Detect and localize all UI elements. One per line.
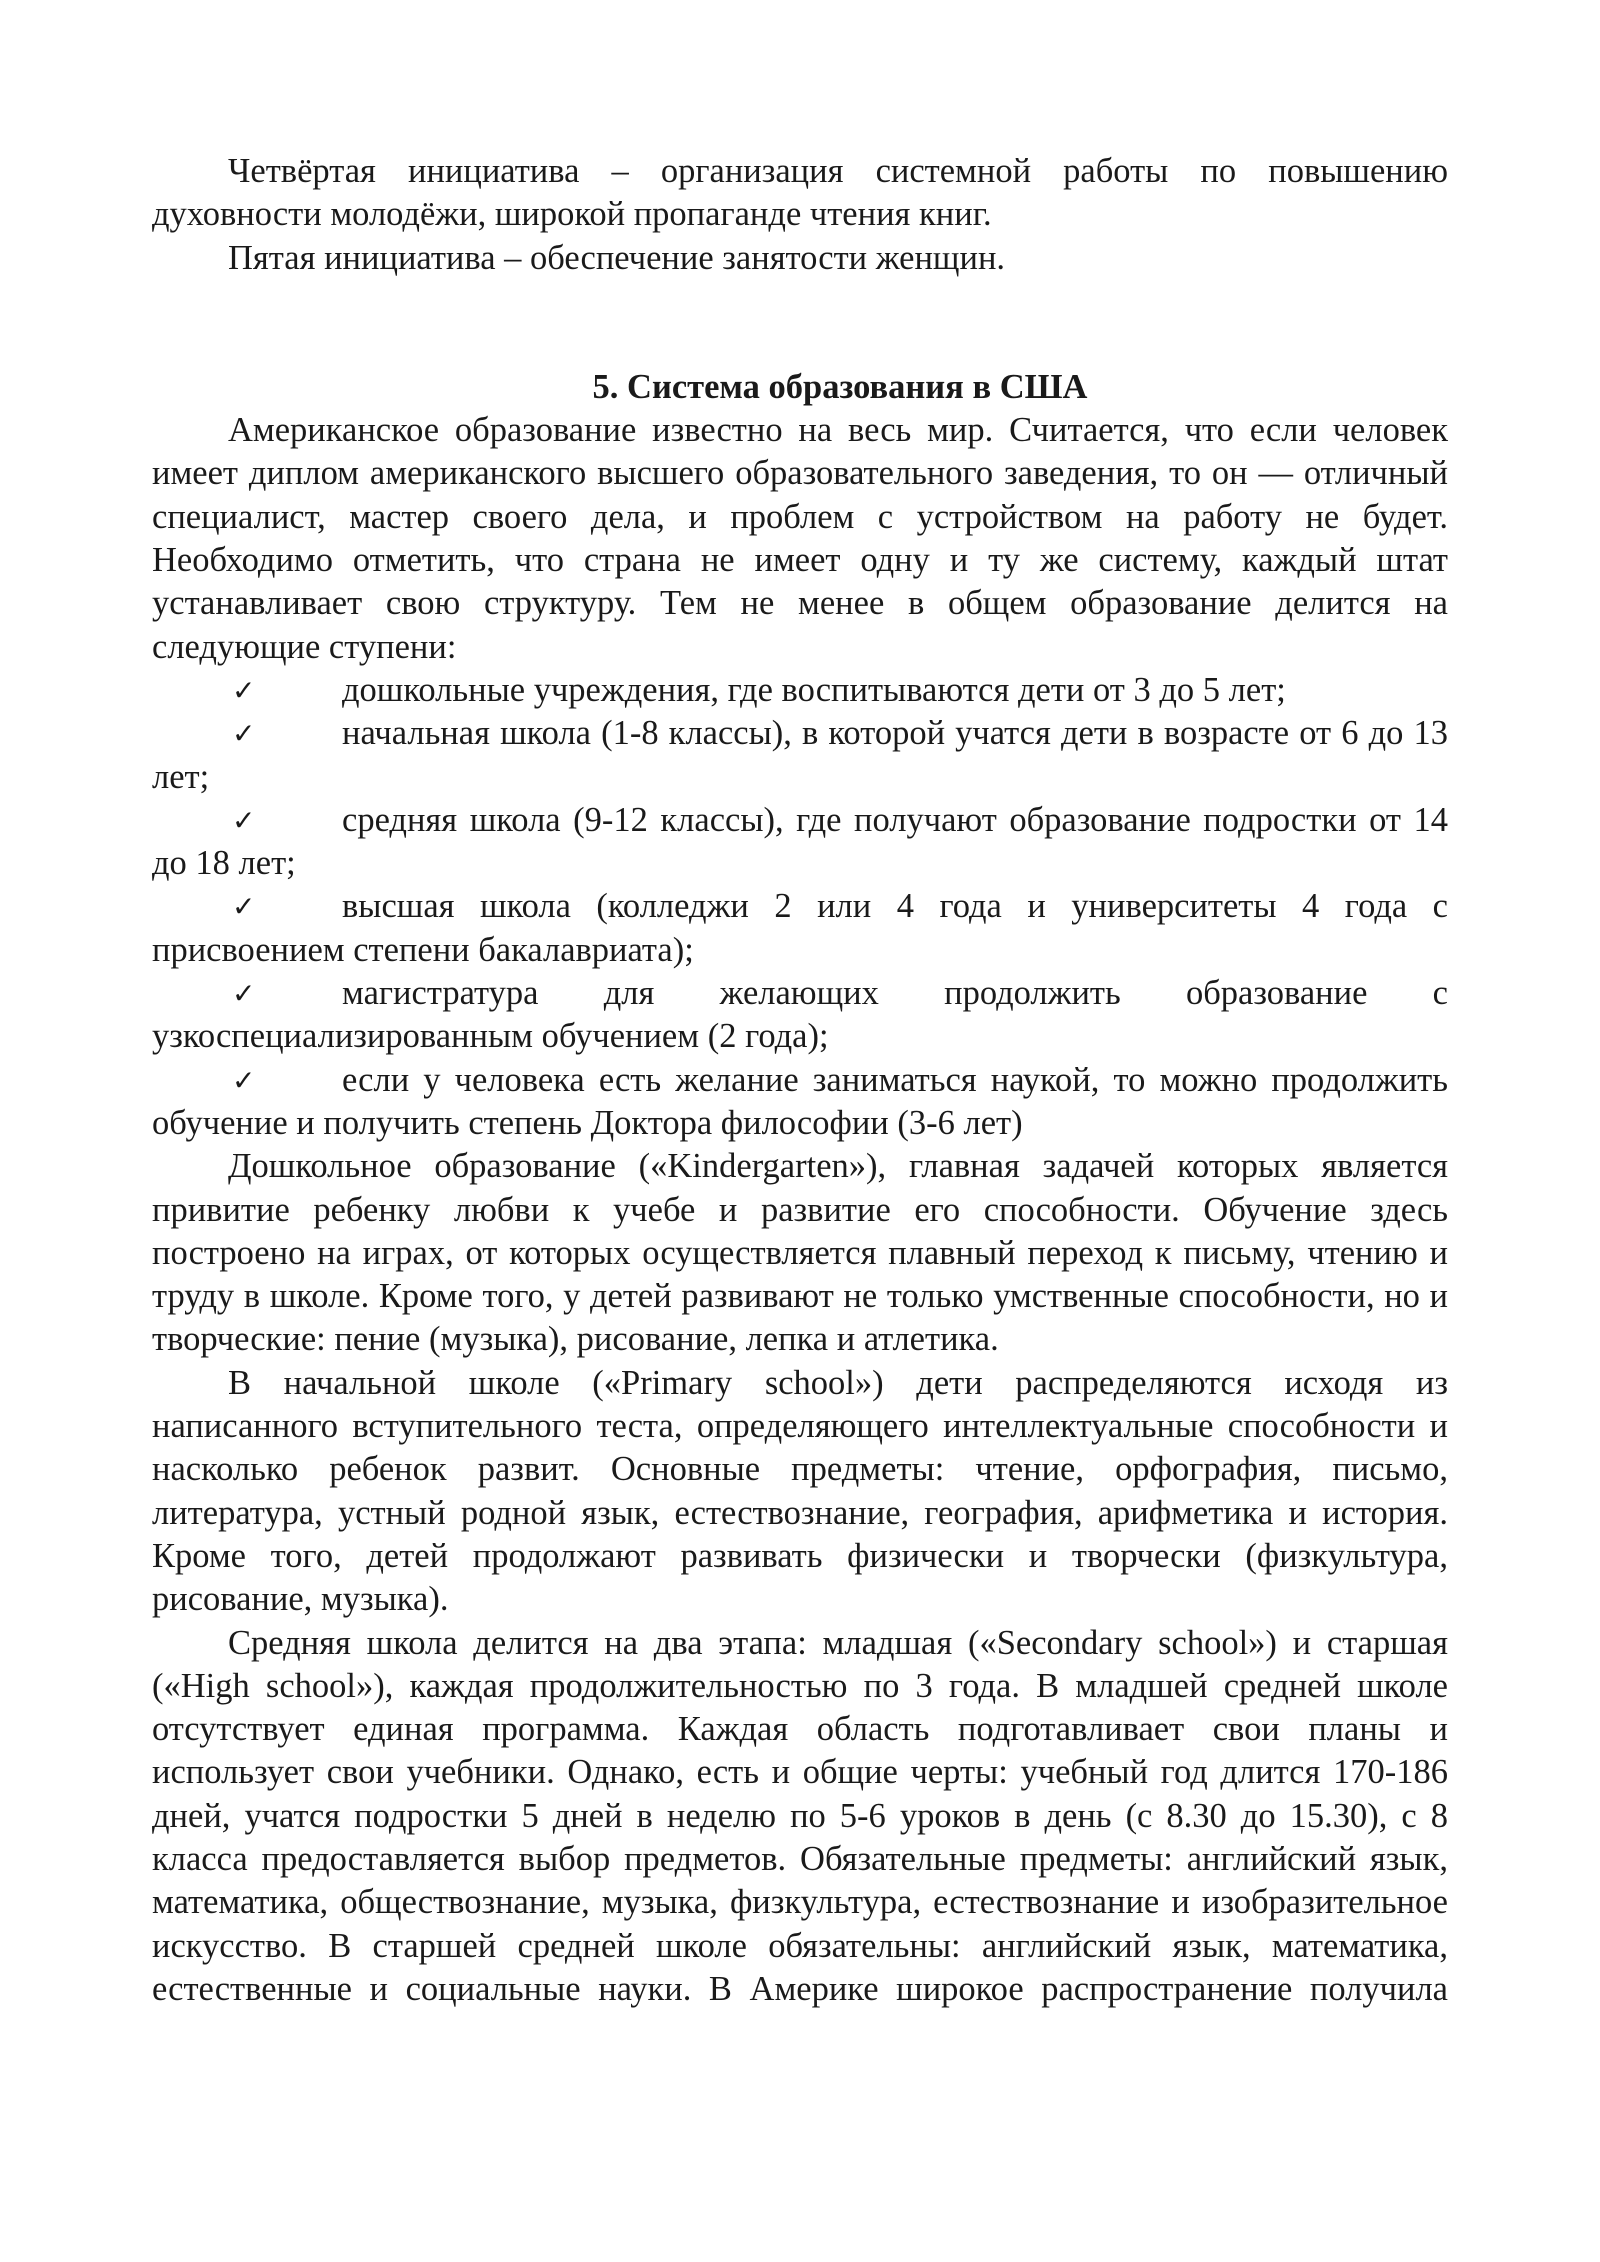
list-item-text: если у человека есть желание заниматься наукой, то можно продолжить обучение и получить степень Доктора философии (3-6 лет): [152, 1060, 1448, 1142]
list-item: [152, 799, 1448, 886]
section-heading: 5. Система образования в США: [592, 367, 1088, 406]
section-paragraph-4: Средняя школа делится на два этапа: младшая («Secondary school») и старшая («High school»), каждая продолжительностью по 3 года. В младшей средней школе отсутствует единая программа. Каждая область подготавливает свои планы и использует свои учебники. Однако, есть и общие черты: учебный год длится 170-186 дней, учатся подростки 5 дней в неделю по 5-6 уроков в день (с 8.30 до 15.30), с 8 класса предоставляется выбор предметов. Обязательные предметы: английский язык, математика, обществознание, музыка, физкультура, естествознание и изобразительное искусство. В старшей средней школе обязательны: английский язык, математика, естественные и социальные науки. В Америке широкое распространение получила: [152, 1623, 1448, 2008]
list-item-text: высшая школа (колледжи 2 или 4 года и университеты 4 года с присвоением степени бакалавриата);: [152, 887, 1448, 969]
checkmark-icon: ✓: [232, 803, 256, 837]
section-paragraph-3: В начальной школе («Primary school») дети распределяются исходя из написанного вступительного теста, определяющего интеллектуальные способности и насколько ребенок развит. Основные предметы: чтение, орфография, письмо, литература, устный родной язык, естествознание, география, арифметика и история. Кроме того, детей продолжают развивать физически и творчески (физкультура, рисование, музыка).: [152, 1363, 1448, 1619]
checkmark-icon: ✓: [232, 890, 256, 924]
list-item-text: дошкольные учреждения, где воспитываются дети от 3 до 5 лет;: [342, 670, 1286, 709]
document-page: [152, 150, 1448, 2011]
list-item-text: магистратура для желающих продолжить образование с узкоспециализированным обучением (2 года);: [152, 974, 1448, 1056]
checkmark-icon: ✓: [232, 673, 256, 707]
list-item: [152, 1059, 1448, 1146]
list-item: [152, 885, 1448, 972]
section-paragraph-1: Американское образование известно на весь мир. Считается, что если человек имеет диплом американского высшего образовательного заведения, то он — отличный специалист, мастер своего дела, и проблем с устройством на работу не будет. Необходимо отметить, что страна не имеет одну и ту же систему, каждый штат устанавливает свою структуру. Тем не менее в общем образование делится на следующие ступени:: [152, 411, 1448, 666]
list-item: [152, 669, 1448, 712]
list-item-text: начальная школа (1-8 классы), в которой учатся дети в возрасте от 6 до 13 лет;: [152, 714, 1448, 796]
list-item: [152, 712, 1448, 799]
checkmark-icon: ✓: [232, 977, 256, 1011]
intro-paragraph-2: Пятая инициатива – обеспечение занятости женщин.: [228, 238, 1006, 277]
intro-paragraph-1: Четвёртая инициатива – организация системной работы по повышению духовности молодёжи, широкой пропаганде чтения книг.: [152, 152, 1448, 234]
checkmark-icon: ✓: [232, 1063, 256, 1097]
checkmark-icon: ✓: [232, 717, 256, 751]
section-paragraph-2: Дошкольное образование («Kindergarten»), главная задачей которых является привитие ребенку любви к учебе и развитие его способности. Обучение здесь построено на играх, от которых осуществляется плавный переход к письму, чтению и труду в школе. Кроме того, у детей развивают не только умственные способности, но и творческие: пение (музыка), рисование, лепка и атлетика.: [152, 1147, 1448, 1359]
list-item: [152, 972, 1448, 1059]
list-item-text: средняя школа (9-12 классы), где получают образование подростки от 14 до 18 лет;: [152, 800, 1448, 883]
section-spacer: [152, 280, 1448, 366]
